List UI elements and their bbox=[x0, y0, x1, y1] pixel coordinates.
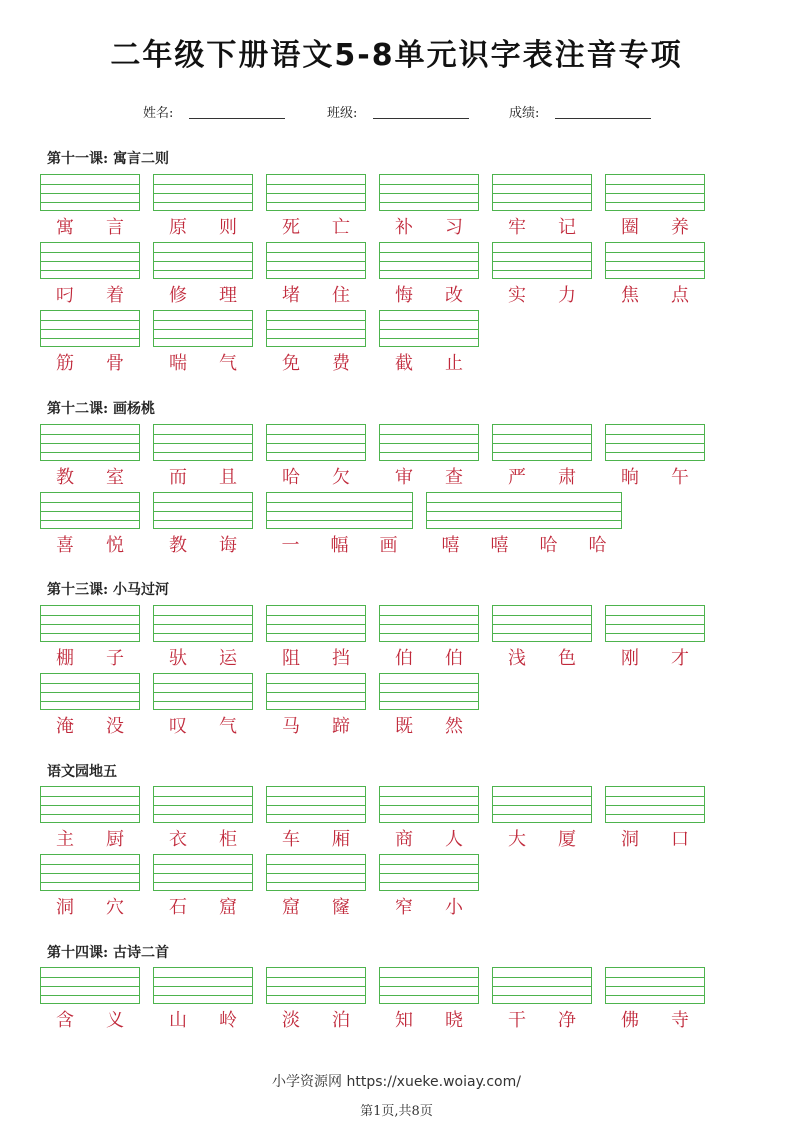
word-characters bbox=[426, 531, 622, 557]
character: 浅 bbox=[508, 648, 526, 669]
pinyin-writing-box[interactable] bbox=[379, 786, 479, 823]
character: 悔 bbox=[395, 285, 413, 306]
character: 诲 bbox=[219, 535, 237, 556]
character: 焦 bbox=[621, 285, 639, 306]
character: 截 bbox=[395, 353, 413, 374]
word-item bbox=[605, 967, 705, 1032]
pinyin-writing-box[interactable] bbox=[379, 310, 479, 347]
character: 幅 bbox=[330, 535, 349, 556]
character: 佛 bbox=[621, 1010, 639, 1031]
character: 刚 bbox=[621, 648, 639, 669]
pinyin-writing-box[interactable] bbox=[153, 310, 253, 347]
word-item bbox=[153, 967, 253, 1032]
character: 气 bbox=[219, 716, 237, 737]
character: 子 bbox=[106, 648, 124, 669]
pinyin-writing-box[interactable] bbox=[153, 673, 253, 710]
character: 衣 bbox=[169, 829, 187, 850]
pinyin-writing-box[interactable] bbox=[40, 492, 140, 529]
character: 晓 bbox=[445, 1010, 463, 1031]
word-item bbox=[153, 174, 253, 239]
word-item bbox=[40, 424, 140, 489]
character: 言 bbox=[106, 217, 124, 238]
word-item bbox=[266, 492, 413, 557]
word-characters bbox=[153, 1006, 253, 1032]
character: 窄 bbox=[395, 897, 413, 918]
pinyin-writing-box[interactable] bbox=[153, 174, 253, 211]
score-label: 成绩: bbox=[509, 106, 540, 121]
word-characters bbox=[379, 712, 479, 738]
word-item bbox=[40, 967, 140, 1032]
pinyin-writing-box[interactable] bbox=[40, 967, 140, 1004]
character: 实 bbox=[508, 285, 526, 306]
word-characters bbox=[153, 531, 253, 557]
word-characters bbox=[605, 281, 705, 307]
word-item bbox=[379, 424, 479, 489]
word-characters bbox=[492, 281, 592, 307]
pinyin-writing-box[interactable] bbox=[40, 242, 140, 279]
character: 且 bbox=[219, 467, 237, 488]
pinyin-writing-box[interactable] bbox=[605, 786, 705, 823]
pinyin-writing-box[interactable] bbox=[379, 673, 479, 710]
character: 力 bbox=[558, 285, 576, 306]
pinyin-writing-box[interactable] bbox=[153, 492, 253, 529]
character: 严 bbox=[508, 467, 526, 488]
word-item bbox=[153, 673, 253, 738]
character: 洞 bbox=[621, 829, 639, 850]
pinyin-writing-box[interactable] bbox=[492, 242, 592, 279]
word-item bbox=[40, 786, 140, 851]
character: 亡 bbox=[332, 217, 350, 238]
character: 阻 bbox=[282, 648, 300, 669]
pinyin-writing-box[interactable] bbox=[153, 967, 253, 1004]
word-item bbox=[379, 310, 479, 375]
pinyin-writing-box[interactable] bbox=[266, 492, 413, 529]
character: 淡 bbox=[282, 1010, 300, 1031]
character: 欠 bbox=[332, 467, 350, 488]
word-item bbox=[266, 310, 366, 375]
character: 伯 bbox=[395, 648, 413, 669]
character: 晌 bbox=[621, 467, 639, 488]
character: 窟 bbox=[219, 897, 237, 918]
word-characters bbox=[492, 644, 592, 670]
section-heading: 第十二课: 画杨桃 bbox=[47, 401, 156, 417]
word-characters bbox=[379, 281, 479, 307]
pinyin-writing-box[interactable] bbox=[492, 786, 592, 823]
word-item bbox=[40, 310, 140, 375]
character: 蹄 bbox=[332, 716, 350, 737]
word-characters bbox=[379, 349, 479, 375]
character: 大 bbox=[508, 829, 526, 850]
word-item bbox=[40, 605, 140, 670]
character: 商 bbox=[395, 829, 413, 850]
character: 寺 bbox=[671, 1010, 689, 1031]
character: 挡 bbox=[332, 648, 350, 669]
character: 既 bbox=[395, 716, 413, 737]
pinyin-writing-box[interactable] bbox=[40, 854, 140, 891]
character: 理 bbox=[219, 285, 237, 306]
character: 口 bbox=[671, 829, 689, 850]
character: 哈 bbox=[282, 467, 300, 488]
pinyin-writing-box[interactable] bbox=[379, 967, 479, 1004]
word-characters bbox=[605, 213, 705, 239]
character: 悦 bbox=[106, 535, 124, 556]
character: 查 bbox=[445, 467, 463, 488]
word-item bbox=[153, 310, 253, 375]
pinyin-writing-box[interactable] bbox=[40, 605, 140, 642]
word-characters bbox=[266, 893, 366, 919]
character: 马 bbox=[282, 716, 300, 737]
word-characters bbox=[492, 1006, 592, 1032]
word-characters bbox=[40, 644, 140, 670]
word-characters bbox=[605, 463, 705, 489]
character: 岭 bbox=[219, 1010, 237, 1031]
character: 叹 bbox=[169, 716, 187, 737]
character: 哈 bbox=[539, 535, 558, 556]
class-label: 班级: bbox=[327, 106, 358, 121]
pinyin-writing-box[interactable] bbox=[605, 967, 705, 1004]
character: 干 bbox=[508, 1010, 526, 1031]
word-item bbox=[605, 605, 705, 670]
character: 点 bbox=[671, 285, 689, 306]
word-characters bbox=[40, 281, 140, 307]
word-item bbox=[426, 492, 622, 557]
word-characters bbox=[379, 213, 479, 239]
word-characters bbox=[379, 1006, 479, 1032]
character: 堵 bbox=[282, 285, 300, 306]
word-characters bbox=[153, 644, 253, 670]
character: 费 bbox=[332, 353, 350, 374]
character: 窿 bbox=[332, 897, 350, 918]
word-characters bbox=[153, 893, 253, 919]
word-item bbox=[492, 786, 592, 851]
pinyin-writing-box[interactable] bbox=[266, 424, 366, 461]
word-characters bbox=[40, 349, 140, 375]
word-characters bbox=[153, 825, 253, 851]
character: 穴 bbox=[106, 897, 124, 918]
character: 寓 bbox=[56, 217, 74, 238]
word-characters bbox=[153, 463, 253, 489]
pinyin-writing-box[interactable] bbox=[379, 424, 479, 461]
section-heading: 第十一课: 寓言二则 bbox=[47, 151, 170, 167]
character: 厢 bbox=[332, 829, 350, 850]
character: 才 bbox=[671, 648, 689, 669]
character: 人 bbox=[445, 829, 463, 850]
character: 洞 bbox=[56, 897, 74, 918]
word-item bbox=[379, 967, 479, 1032]
word-characters bbox=[379, 644, 479, 670]
character: 没 bbox=[106, 716, 124, 737]
word-item bbox=[492, 242, 592, 307]
character: 厦 bbox=[558, 829, 576, 850]
word-characters bbox=[492, 463, 592, 489]
character: 然 bbox=[445, 716, 463, 737]
word-characters bbox=[40, 1006, 140, 1032]
character: 气 bbox=[219, 353, 237, 374]
character: 小 bbox=[445, 897, 463, 918]
word-item bbox=[379, 854, 479, 919]
word-item bbox=[266, 673, 366, 738]
pinyin-writing-box[interactable] bbox=[40, 174, 140, 211]
character: 叼 bbox=[56, 285, 74, 306]
name-label: 姓名: bbox=[143, 106, 174, 121]
character: 哈 bbox=[588, 535, 607, 556]
class-blank[interactable] bbox=[373, 118, 469, 119]
word-characters bbox=[492, 825, 592, 851]
score-blank[interactable] bbox=[555, 118, 651, 119]
character: 教 bbox=[169, 535, 187, 556]
word-item bbox=[153, 424, 253, 489]
pinyin-writing-box[interactable] bbox=[379, 605, 479, 642]
word-item bbox=[379, 673, 479, 738]
character: 嘻 bbox=[441, 535, 460, 556]
word-item bbox=[40, 492, 140, 557]
word-item bbox=[379, 786, 479, 851]
pinyin-writing-box[interactable] bbox=[153, 786, 253, 823]
pinyin-writing-box[interactable] bbox=[492, 174, 592, 211]
pinyin-writing-box[interactable] bbox=[153, 424, 253, 461]
character: 柜 bbox=[219, 829, 237, 850]
character: 筋 bbox=[56, 353, 74, 374]
pinyin-writing-box[interactable] bbox=[605, 242, 705, 279]
character: 室 bbox=[106, 467, 124, 488]
word-characters bbox=[153, 281, 253, 307]
word-item bbox=[605, 174, 705, 239]
character: 泊 bbox=[332, 1010, 350, 1031]
character: 则 bbox=[219, 217, 237, 238]
pinyin-writing-box[interactable] bbox=[492, 967, 592, 1004]
word-characters bbox=[40, 893, 140, 919]
pinyin-writing-box[interactable] bbox=[605, 605, 705, 642]
word-item bbox=[266, 242, 366, 307]
character: 审 bbox=[395, 467, 413, 488]
pinyin-writing-box[interactable] bbox=[266, 242, 366, 279]
character: 喘 bbox=[169, 353, 187, 374]
pinyin-writing-box[interactable] bbox=[40, 424, 140, 461]
word-characters bbox=[605, 825, 705, 851]
character: 圈 bbox=[621, 217, 639, 238]
pinyin-writing-box[interactable] bbox=[266, 967, 366, 1004]
pinyin-writing-box[interactable] bbox=[40, 310, 140, 347]
word-item bbox=[266, 424, 366, 489]
character: 色 bbox=[558, 648, 576, 669]
word-item bbox=[605, 786, 705, 851]
character: 肃 bbox=[558, 467, 576, 488]
footer-site: 小学资源网 https://xueke.woiay.com/ bbox=[272, 1074, 521, 1090]
character: 骨 bbox=[106, 353, 124, 374]
character: 原 bbox=[169, 217, 187, 238]
name-blank[interactable] bbox=[189, 118, 285, 119]
character: 淹 bbox=[56, 716, 74, 737]
character: 免 bbox=[282, 353, 300, 374]
character: 死 bbox=[282, 217, 300, 238]
character: 知 bbox=[395, 1010, 413, 1031]
word-characters bbox=[266, 531, 413, 557]
character: 厨 bbox=[106, 829, 124, 850]
pinyin-writing-box[interactable] bbox=[40, 786, 140, 823]
character: 改 bbox=[445, 285, 463, 306]
word-item bbox=[379, 174, 479, 239]
word-item bbox=[153, 605, 253, 670]
footer-page-number: 第1页,共8页 bbox=[360, 1104, 433, 1119]
word-item bbox=[379, 242, 479, 307]
word-characters bbox=[153, 213, 253, 239]
word-item bbox=[40, 174, 140, 239]
character: 补 bbox=[395, 217, 413, 238]
word-item bbox=[605, 424, 705, 489]
section-heading: 语文园地五 bbox=[47, 764, 117, 780]
pinyin-writing-box[interactable] bbox=[605, 424, 705, 461]
word-item bbox=[40, 673, 140, 738]
pinyin-writing-box[interactable] bbox=[379, 174, 479, 211]
character: 习 bbox=[445, 217, 463, 238]
word-item bbox=[266, 854, 366, 919]
word-characters bbox=[266, 281, 366, 307]
pinyin-writing-box[interactable] bbox=[40, 673, 140, 710]
word-item bbox=[492, 967, 592, 1032]
word-characters bbox=[40, 825, 140, 851]
word-characters bbox=[379, 893, 479, 919]
pinyin-writing-box[interactable] bbox=[153, 242, 253, 279]
word-characters bbox=[379, 825, 479, 851]
pinyin-writing-box[interactable] bbox=[379, 242, 479, 279]
pinyin-writing-box[interactable] bbox=[605, 174, 705, 211]
character: 养 bbox=[671, 217, 689, 238]
pinyin-writing-box[interactable] bbox=[379, 854, 479, 891]
character: 午 bbox=[671, 467, 689, 488]
word-item bbox=[492, 605, 592, 670]
character: 着 bbox=[106, 285, 124, 306]
character: 窟 bbox=[282, 897, 300, 918]
pinyin-writing-box[interactable] bbox=[153, 605, 253, 642]
word-characters bbox=[40, 463, 140, 489]
character: 记 bbox=[558, 217, 576, 238]
character: 驮 bbox=[169, 648, 187, 669]
character: 主 bbox=[56, 829, 74, 850]
word-characters bbox=[40, 712, 140, 738]
word-characters bbox=[605, 644, 705, 670]
word-characters bbox=[266, 644, 366, 670]
word-item bbox=[40, 854, 140, 919]
character: 喜 bbox=[56, 535, 74, 556]
word-characters bbox=[492, 213, 592, 239]
character: 运 bbox=[219, 648, 237, 669]
pinyin-writing-box[interactable] bbox=[492, 424, 592, 461]
word-item bbox=[492, 424, 592, 489]
character: 含 bbox=[56, 1010, 74, 1031]
pinyin-writing-box[interactable] bbox=[266, 174, 366, 211]
character: 车 bbox=[282, 829, 300, 850]
word-characters bbox=[379, 463, 479, 489]
word-characters bbox=[266, 463, 366, 489]
character: 牢 bbox=[508, 217, 526, 238]
pinyin-writing-box[interactable] bbox=[153, 854, 253, 891]
word-item bbox=[153, 854, 253, 919]
word-characters bbox=[266, 712, 366, 738]
word-characters bbox=[266, 1006, 366, 1032]
section-heading: 第十三课: 小马过河 bbox=[47, 582, 170, 598]
word-characters bbox=[266, 213, 366, 239]
word-characters bbox=[40, 531, 140, 557]
word-item bbox=[153, 492, 253, 557]
character: 住 bbox=[332, 285, 350, 306]
pinyin-writing-box[interactable] bbox=[266, 786, 366, 823]
word-item bbox=[266, 786, 366, 851]
character: 义 bbox=[106, 1010, 124, 1031]
page-title: 二年级下册语文5-8单元识字表注音专项 bbox=[110, 38, 683, 73]
word-item bbox=[266, 967, 366, 1032]
word-characters bbox=[266, 825, 366, 851]
pinyin-writing-box[interactable] bbox=[492, 605, 592, 642]
character: 教 bbox=[56, 467, 74, 488]
word-characters bbox=[40, 213, 140, 239]
word-item bbox=[153, 242, 253, 307]
word-characters bbox=[605, 1006, 705, 1032]
pinyin-writing-box[interactable] bbox=[266, 673, 366, 710]
pinyin-writing-box[interactable] bbox=[266, 605, 366, 642]
word-item bbox=[492, 174, 592, 239]
word-characters bbox=[153, 349, 253, 375]
pinyin-writing-box[interactable] bbox=[426, 492, 622, 529]
character: 而 bbox=[169, 467, 187, 488]
pinyin-writing-box[interactable] bbox=[266, 854, 366, 891]
character: 一 bbox=[281, 535, 300, 556]
character: 山 bbox=[169, 1010, 187, 1031]
section-heading: 第十四课: 古诗二首 bbox=[47, 945, 170, 961]
character: 净 bbox=[558, 1010, 576, 1031]
character: 画 bbox=[379, 535, 398, 556]
pinyin-writing-box[interactable] bbox=[266, 310, 366, 347]
word-item bbox=[266, 605, 366, 670]
word-characters bbox=[266, 349, 366, 375]
character: 修 bbox=[169, 285, 187, 306]
word-characters bbox=[153, 712, 253, 738]
word-item bbox=[153, 786, 253, 851]
character: 石 bbox=[169, 897, 187, 918]
word-item bbox=[266, 174, 366, 239]
word-item bbox=[605, 242, 705, 307]
character: 止 bbox=[445, 353, 463, 374]
character: 棚 bbox=[56, 648, 74, 669]
word-item bbox=[379, 605, 479, 670]
character: 伯 bbox=[445, 648, 463, 669]
word-item bbox=[40, 242, 140, 307]
character: 嘻 bbox=[490, 535, 509, 556]
